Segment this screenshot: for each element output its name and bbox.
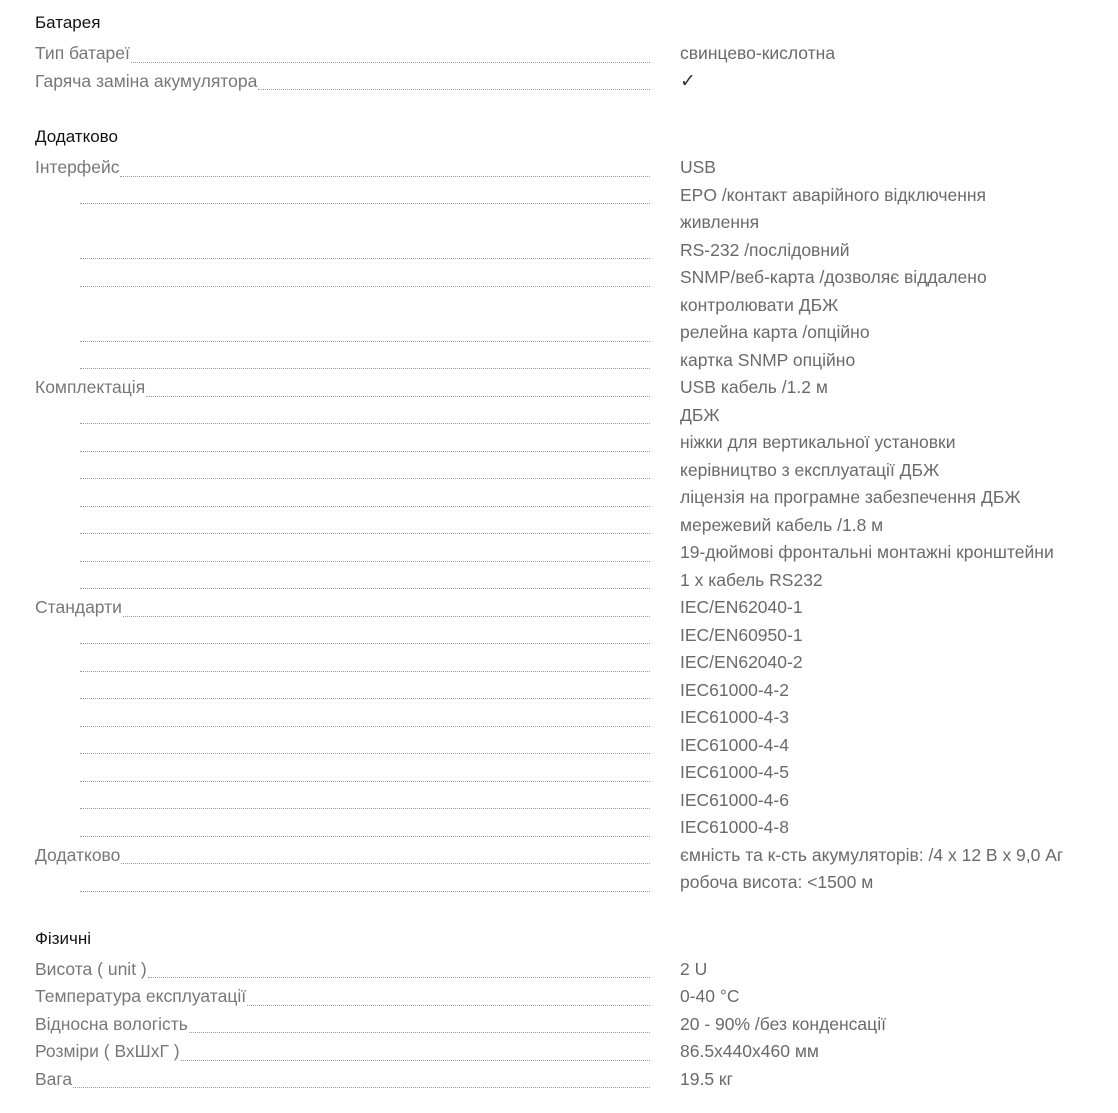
dot-leader xyxy=(146,396,650,397)
spec-values xyxy=(680,402,1100,430)
spec-row xyxy=(35,347,1118,375)
spec-row xyxy=(35,677,1118,705)
spec-label-text: Відносна вологість xyxy=(35,1013,188,1034)
dot-leader xyxy=(73,1087,650,1088)
spec-section xyxy=(35,925,1118,1094)
spec-row xyxy=(35,402,1118,430)
spec-value: ДБЖ xyxy=(680,404,720,425)
dot-leader xyxy=(80,726,650,727)
spec-value: робоча висота: <1500 м xyxy=(680,872,874,892)
spec-row xyxy=(35,732,1118,760)
spec-values xyxy=(680,429,1100,457)
spec-row xyxy=(35,814,1118,842)
dot-leader xyxy=(80,478,650,479)
dot-leader xyxy=(80,203,650,204)
spec-values xyxy=(680,347,1100,375)
section-title: Батарея xyxy=(35,13,101,32)
spec-label xyxy=(35,264,650,292)
spec-row xyxy=(35,1066,1118,1094)
spec-row xyxy=(35,622,1118,650)
check-icon: ✓ xyxy=(680,70,696,92)
spec-values xyxy=(680,787,1100,815)
spec-label xyxy=(35,402,650,430)
spec-row xyxy=(35,1011,1118,1039)
spec-row xyxy=(35,956,1118,984)
spec-label xyxy=(35,484,650,512)
spec-label xyxy=(35,429,650,457)
spec-rows xyxy=(35,154,1118,897)
spec-row xyxy=(35,40,1118,68)
dot-leader xyxy=(80,423,650,424)
dot-leader xyxy=(80,341,650,342)
spec-label xyxy=(35,677,650,705)
spec-value: 0-40 °C xyxy=(680,986,740,1006)
spec-row xyxy=(35,649,1118,677)
dot-leader xyxy=(131,62,650,63)
spec-value: керівництво з експлуатації ДБЖ xyxy=(680,459,940,480)
spec-label xyxy=(35,956,650,984)
spec-label xyxy=(35,347,650,375)
spec-value: 1 x кабель RS232 xyxy=(680,569,823,590)
spec-row xyxy=(35,787,1118,815)
spec-row xyxy=(35,264,1118,319)
dot-leader xyxy=(80,836,650,837)
spec-row xyxy=(35,319,1118,347)
spec-row xyxy=(35,1038,1118,1066)
spec-row xyxy=(35,567,1118,595)
spec-row xyxy=(35,983,1118,1011)
spec-label xyxy=(35,567,650,595)
spec-value: IEC/EN62040-1 xyxy=(680,597,803,617)
spec-label-text: Тип батареї xyxy=(35,43,130,63)
spec-label xyxy=(35,237,650,265)
spec-label xyxy=(35,814,650,842)
spec-label xyxy=(35,759,650,787)
spec-values xyxy=(680,539,1100,567)
spec-values xyxy=(680,1038,1100,1066)
spec-value: IEC61000-4-2 xyxy=(680,679,789,700)
spec-values xyxy=(680,1066,1100,1094)
spec-row xyxy=(35,429,1118,457)
spec-label xyxy=(35,1038,650,1066)
spec-label-text: Гаряча заміна акумулятора xyxy=(35,70,258,91)
spec-value: мережевий кабель /1.8 м xyxy=(680,514,884,535)
dot-leader xyxy=(120,176,650,177)
spec-value: живлення xyxy=(680,212,760,232)
spec-values xyxy=(680,567,1100,595)
spec-label xyxy=(35,704,650,732)
dot-leader xyxy=(189,1032,650,1033)
spec-value: USB кабель /1.2 м xyxy=(680,377,828,397)
spec-label xyxy=(35,319,650,347)
spec-label xyxy=(35,732,650,760)
spec-row xyxy=(35,594,1118,622)
spec-value: 19.5 кг xyxy=(680,1068,733,1089)
spec-label xyxy=(35,182,650,210)
dot-leader xyxy=(80,368,650,369)
dot-leader xyxy=(80,286,650,287)
spec-label-text: Комплектація xyxy=(35,377,146,397)
spec-label-text: Висота ( unit ) xyxy=(35,958,147,979)
section-title: Додатково xyxy=(35,127,118,146)
dot-leader xyxy=(80,781,650,782)
spec-value: ніжки для вертикальної установки xyxy=(680,432,956,452)
spec-values xyxy=(680,869,1100,897)
spec-row xyxy=(35,512,1118,540)
dot-leader xyxy=(181,1060,650,1061)
spec-value: USB xyxy=(680,157,716,177)
spec-values xyxy=(680,182,1100,237)
spec-label xyxy=(35,154,650,182)
spec-label xyxy=(35,649,650,677)
spec-value: ємність та к-сть акумуляторів: /4 x 12 В x 9,0 Аг xyxy=(680,844,1064,865)
spec-label xyxy=(35,842,650,870)
spec-values xyxy=(680,374,1100,402)
section-title: Фізичні xyxy=(35,928,92,948)
spec-label xyxy=(35,374,650,402)
spec-values xyxy=(680,319,1100,347)
spec-value: SNMP/веб-карта /дозволяє віддалено xyxy=(680,267,987,287)
spec-row xyxy=(35,704,1118,732)
spec-row xyxy=(35,539,1118,567)
spec-label-text: Розміри ( ВхШхГ ) xyxy=(35,1041,180,1061)
spec-values xyxy=(680,649,1100,677)
dot-leader xyxy=(121,863,650,864)
dot-leader xyxy=(258,89,650,90)
spec-row xyxy=(35,842,1118,870)
dot-leader xyxy=(80,588,650,589)
spec-label xyxy=(35,869,650,897)
dot-leader xyxy=(80,753,650,754)
dot-leader xyxy=(247,1005,650,1006)
spec-values xyxy=(680,732,1100,760)
spec-row xyxy=(35,182,1118,237)
dot-leader xyxy=(148,977,650,978)
spec-value: RS-232 /послідовний xyxy=(680,239,850,260)
spec-values xyxy=(680,594,1100,622)
spec-section xyxy=(35,0,1118,95)
spec-value: IEC/EN62040-2 xyxy=(680,652,803,672)
dot-leader xyxy=(80,643,650,644)
dot-leader xyxy=(80,258,650,259)
spec-value: EPO /контакт аварійного відключення xyxy=(680,184,987,205)
dot-leader xyxy=(80,671,650,672)
spec-value: IEC61000-4-4 xyxy=(680,734,789,755)
spec-value: IEC61000-4-8 xyxy=(680,817,789,837)
spec-values xyxy=(680,704,1100,732)
spec-values xyxy=(680,264,1100,319)
spec-values xyxy=(680,842,1100,870)
spec-value: IEC61000-4-6 xyxy=(680,789,789,810)
spec-value: 19-дюймові фронтальні монтажні кронштейни xyxy=(680,542,1054,562)
spec-label xyxy=(35,622,650,650)
spec-label-text: Вага xyxy=(35,1068,73,1089)
spec-label xyxy=(35,983,650,1011)
spec-label xyxy=(35,1011,650,1039)
spec-row xyxy=(35,154,1118,182)
spec-values xyxy=(680,512,1100,540)
spec-row xyxy=(35,374,1118,402)
spec-rows xyxy=(35,956,1118,1094)
spec-label-text: Температура експлуатації xyxy=(35,986,247,1006)
spec-values xyxy=(680,956,1100,984)
spec-label-text: Інтерфейс xyxy=(35,157,120,177)
spec-values xyxy=(680,622,1100,650)
dot-leader xyxy=(123,616,650,617)
spec-label xyxy=(35,787,650,815)
spec-row xyxy=(35,68,1118,96)
spec-row xyxy=(35,237,1118,265)
spec-rows xyxy=(35,40,1118,95)
spec-label-text: Додатково xyxy=(35,844,121,865)
spec-value: релейна карта /опційно xyxy=(680,322,870,342)
spec-value: картка SNMP опційно xyxy=(680,349,856,370)
spec-label xyxy=(35,512,650,540)
spec-section xyxy=(35,123,1118,897)
dot-leader xyxy=(80,451,650,452)
spec-row xyxy=(35,457,1118,485)
dot-leader xyxy=(80,533,650,534)
dot-leader xyxy=(80,808,650,809)
spec-value: IEC/EN60950-1 xyxy=(680,624,803,645)
spec-row xyxy=(35,869,1118,897)
spec-values xyxy=(680,457,1100,485)
spec-values xyxy=(680,677,1100,705)
spec-values xyxy=(680,484,1100,512)
dot-leader xyxy=(80,506,650,507)
spec-row xyxy=(35,759,1118,787)
spec-values xyxy=(680,759,1100,787)
spec-values xyxy=(680,40,1100,68)
spec-row xyxy=(35,484,1118,512)
spec-value: 86.5x440x460 мм xyxy=(680,1041,819,1061)
spec-value: IEC61000-4-5 xyxy=(680,762,789,782)
spec-label xyxy=(35,594,650,622)
spec-value: свинцево-кислотна xyxy=(680,43,836,63)
dot-leader xyxy=(80,891,650,892)
spec-label xyxy=(35,539,650,567)
spec-values xyxy=(680,983,1100,1011)
spec-values xyxy=(680,814,1100,842)
spec-values xyxy=(680,154,1100,182)
spec-label xyxy=(35,1066,650,1094)
spec-value: ліцензія на програмне забезпечення ДБЖ xyxy=(680,487,1021,507)
spec-label xyxy=(35,40,650,68)
spec-value: IEC61000-4-3 xyxy=(680,707,789,727)
spec-value: 2 U xyxy=(680,958,708,979)
spec-label-text: Стандарти xyxy=(35,597,122,617)
spec-label xyxy=(35,457,650,485)
spec-values xyxy=(680,237,1100,265)
spec-values xyxy=(680,68,1100,96)
spec-value: контролювати ДБЖ xyxy=(680,294,839,315)
spec-values xyxy=(680,1011,1100,1039)
spec-label xyxy=(35,68,650,96)
dot-leader xyxy=(80,561,650,562)
dot-leader xyxy=(80,698,650,699)
spec-value: 20 - 90% /без конденсації xyxy=(680,1013,886,1034)
